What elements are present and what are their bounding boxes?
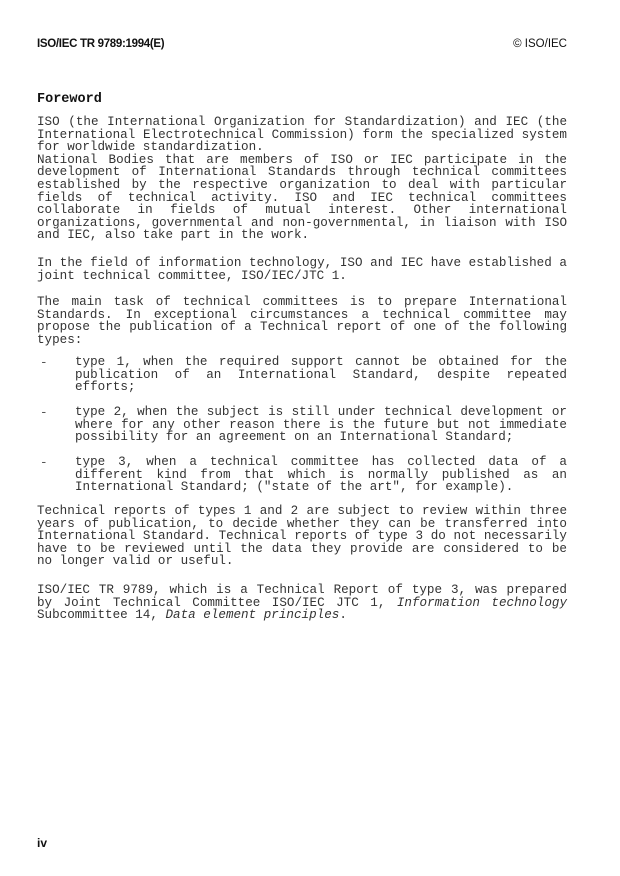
section-title: Foreword (37, 92, 102, 107)
text-segment: National Bodies that are members of ISO or IEC participate in the (37, 152, 567, 167)
italic-title-text: Data element principles (165, 608, 340, 623)
text-segment: established by the respective organization to deal with particular (37, 177, 567, 192)
text-segment: and IEC, also take part in the work. (37, 228, 310, 243)
list-bullet-dash: - (40, 356, 48, 370)
list-item (75, 406, 567, 444)
text-line (37, 270, 567, 283)
text-segment: International Standard; ("state of the art", for example). (75, 480, 514, 495)
text-segment: efforts; (75, 380, 136, 395)
text-segment: International Electrotechnical Commission) form the specialized system (37, 127, 567, 142)
list-bullet-dash: - (40, 456, 48, 470)
text-segment: Standards. In exceptional circumstances a technical committee may (37, 307, 567, 322)
text-segment: The main task of technical committees is to prepare International (37, 295, 567, 309)
text-line (75, 431, 567, 444)
text-segment: joint technical committee, ISO/IEC/JTC 1. (37, 268, 347, 283)
text-line (37, 555, 567, 568)
paragraph (37, 257, 567, 282)
text-segment: . (339, 608, 347, 623)
text-segment: where for any other reason there is the future but not immediate (75, 417, 567, 432)
text-line (75, 369, 567, 382)
text-line (75, 481, 567, 494)
text-segment: development of International Standards through technical committees (37, 165, 567, 180)
paragraph (37, 584, 567, 622)
list-bullet-dash: - (40, 406, 48, 420)
page-number: iv (37, 836, 48, 850)
text-segment: ISO/IEC TR 9789, which is a Technical Report of type 3, was prepared (37, 583, 567, 597)
text-line (75, 381, 567, 394)
list-item (75, 456, 567, 494)
list-item (75, 356, 567, 394)
text-line (37, 609, 567, 622)
paragraph (37, 505, 567, 568)
text-segment: Subcommittee 14, (37, 608, 166, 623)
text-segment: organizations, governmental and non-governmental, in liaison with ISO (37, 215, 567, 230)
copyright-notice: © ISO/IEC (513, 38, 567, 50)
text-segment: years of publication, to decide whether they can be transferred into (37, 516, 567, 531)
text-segment: In the field of information technology, ISO and IEC have established a (37, 256, 567, 270)
text-segment: type 1, when the required support cannot be obtained for the (75, 355, 567, 369)
text-segment: propose the publication of a Technical report of one of the following (37, 320, 567, 335)
text-segment: possibility for an agreement on an International Standard; (75, 430, 514, 445)
paragraph (37, 296, 567, 346)
text-line (37, 334, 567, 347)
text-segment: ISO (the International Organization for Standardization) and IEC (the (37, 115, 567, 129)
text-segment: for worldwide standardization. (37, 140, 264, 155)
text-line (37, 229, 567, 242)
text-segment: no longer valid or useful. (37, 554, 234, 569)
text-segment: fields of technical activity. ISO and IEC technical committees (37, 190, 567, 205)
text-segment: different kind from that which is normally published as an (75, 467, 567, 482)
text-segment: type 3, when a technical committee has collected data of a (75, 455, 567, 469)
text-segment: International Standard. Technical reports of type 3 do not necessarily (37, 529, 567, 544)
paragraph (37, 116, 567, 242)
text-segment: type 2, when the subject is still under technical development or (75, 405, 567, 419)
document-id: ISO/IEC TR 9789:1994(E) (37, 38, 165, 50)
text-segment: collaborate in fields of mutual interest. Other international (37, 203, 567, 218)
text-segment: by Joint Technical Committee ISO/IEC JTC 1, (37, 595, 397, 610)
text-segment: have to be reviewed until the data they provide are considered to be (37, 541, 567, 556)
italic-title-text: Information technology (396, 595, 568, 610)
text-segment: types: (37, 332, 83, 347)
text-segment: publication of an International Standard, despite repeated (75, 367, 567, 382)
text-line (37, 321, 567, 334)
text-segment: Technical reports of types 1 and 2 are subject to review within three (37, 504, 567, 518)
